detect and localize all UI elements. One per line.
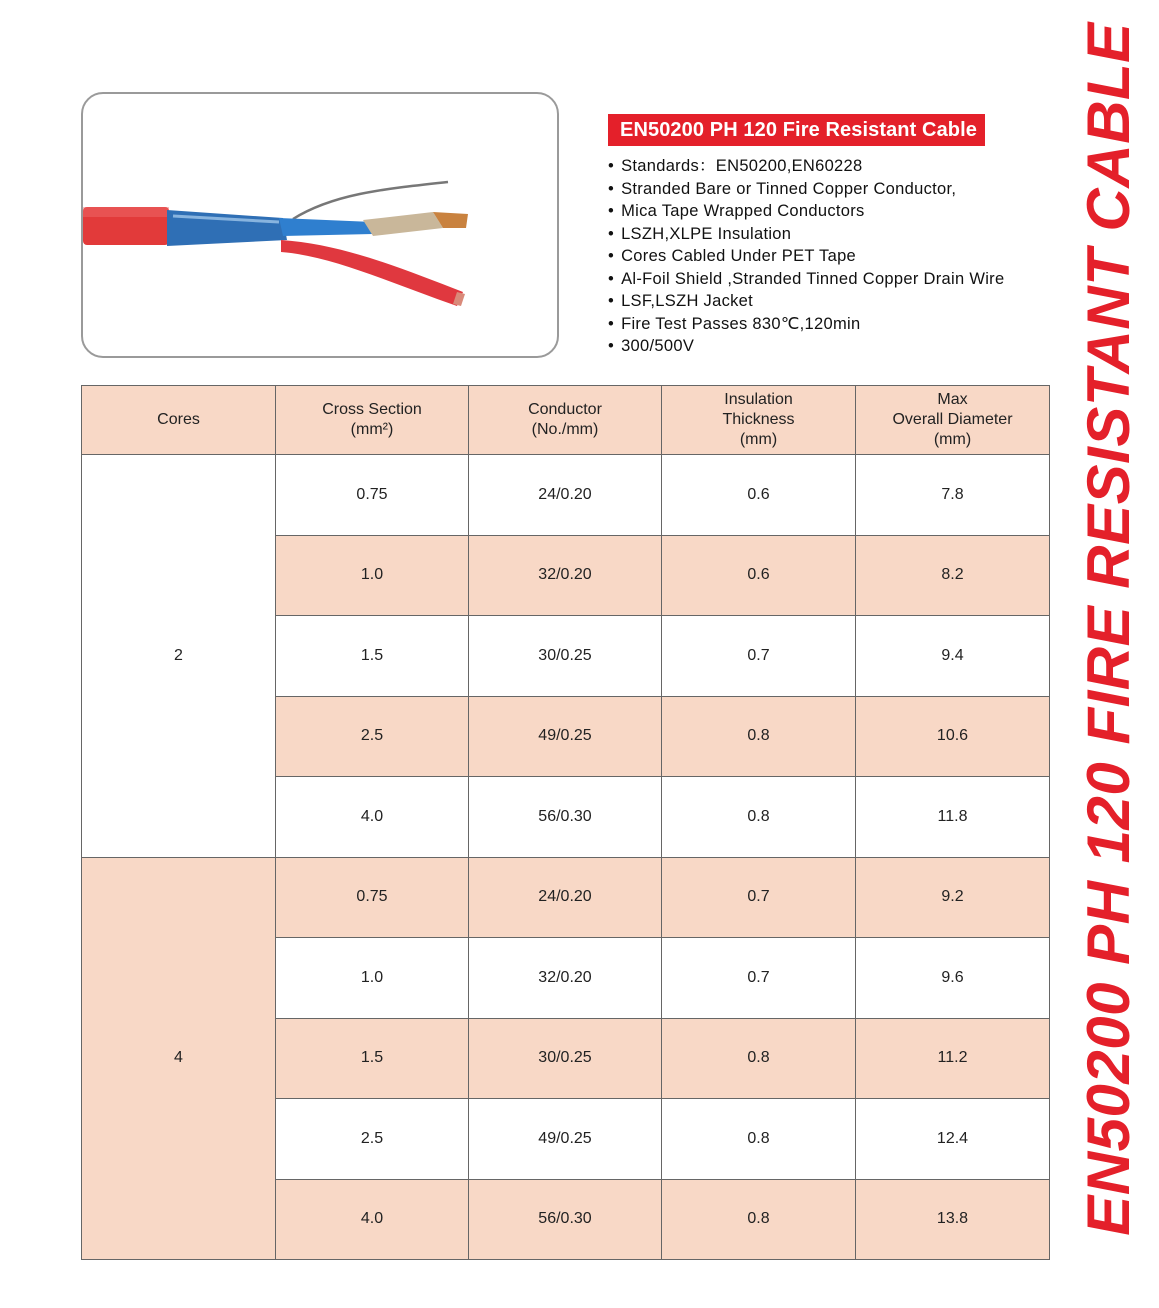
diameter-cell: 9.2 (856, 857, 1050, 938)
cable-illustration (83, 94, 557, 356)
cross-section-cell: 4.0 (276, 777, 469, 858)
insulation-cell: 0.7 (662, 857, 856, 938)
spec-item: • LSZH,XLPE Insulation (608, 223, 1004, 246)
cross-section-cell: 1.5 (276, 616, 469, 697)
diameter-cell: 9.6 (856, 938, 1050, 1019)
table-row (82, 857, 1050, 938)
cable-photo (81, 92, 559, 358)
header-insulation-thickness: Insulation Thickness (mm) (662, 386, 856, 455)
conductor-cell: 56/0.30 (469, 1179, 662, 1260)
cross-section-cell: 0.75 (276, 857, 469, 938)
table-row (82, 455, 1050, 536)
diameter-cell: 10.6 (856, 696, 1050, 777)
spec-item: • 300/500V (608, 335, 1004, 358)
conductor-cell: 24/0.20 (469, 455, 662, 536)
diameter-cell: 8.2 (856, 535, 1050, 616)
diameter-cell: 9.4 (856, 616, 1050, 697)
table-header-row (82, 386, 1050, 455)
cores-cell: 2 (82, 455, 276, 858)
header-cores: Cores (82, 386, 276, 455)
insulation-cell: 0.6 (662, 455, 856, 536)
cross-section-cell: 2.5 (276, 696, 469, 777)
conductor-cell: 49/0.25 (469, 1099, 662, 1180)
diameter-cell: 11.8 (856, 777, 1050, 858)
spec-item: • Standards：EN50200,EN60228 (608, 155, 1004, 178)
spec-table (81, 385, 1050, 1260)
insulation-cell: 0.8 (662, 1179, 856, 1260)
cross-section-cell: 1.0 (276, 535, 469, 616)
spec-item: • Al-Foil Shield ,Stranded Tinned Copper Drain Wire (608, 268, 1004, 291)
conductor-cell: 30/0.25 (469, 1018, 662, 1099)
vertical-product-title: EN50200 PH 120 FIRE RESISTANT CABLE (1075, 22, 1142, 1236)
header-cross-section: Cross Section (mm²) (276, 386, 469, 455)
spec-item: • Mica Tape Wrapped Conductors (608, 200, 1004, 223)
conductor-cell: 24/0.20 (469, 857, 662, 938)
cross-section-cell: 0.75 (276, 455, 469, 536)
diameter-cell: 11.2 (856, 1018, 1050, 1099)
insulation-cell: 0.8 (662, 1099, 856, 1180)
spec-item: • Cores Cabled Under PET Tape (608, 245, 1004, 268)
spec-item: • Fire Test Passes 830℃,120min (608, 313, 1004, 336)
conductor-cell: 56/0.30 (469, 777, 662, 858)
insulation-cell: 0.8 (662, 1018, 856, 1099)
cross-section-cell: 1.0 (276, 938, 469, 1019)
diameter-cell: 7.8 (856, 455, 1050, 536)
spec-item: • Stranded Bare or Tinned Copper Conductor, (608, 178, 1004, 201)
conductor-cell: 32/0.20 (469, 938, 662, 1019)
conductor-cell: 32/0.20 (469, 535, 662, 616)
header-conductor: Conductor (No./mm) (469, 386, 662, 455)
insulation-cell: 0.8 (662, 696, 856, 777)
insulation-cell: 0.6 (662, 535, 856, 616)
header-max-diameter: Max Overall Diameter (mm) (856, 386, 1050, 455)
insulation-cell: 0.7 (662, 616, 856, 697)
cross-section-cell: 2.5 (276, 1099, 469, 1180)
spec-item: • LSF,LSZH Jacket (608, 290, 1004, 313)
spec-list (608, 155, 1004, 358)
cross-section-cell: 4.0 (276, 1179, 469, 1260)
insulation-cell: 0.7 (662, 938, 856, 1019)
insulation-cell: 0.8 (662, 777, 856, 858)
diameter-cell: 12.4 (856, 1099, 1050, 1180)
diameter-cell: 13.8 (856, 1179, 1050, 1260)
cores-cell: 4 (82, 857, 276, 1260)
conductor-cell: 49/0.25 (469, 696, 662, 777)
product-title-box: EN50200 PH 120 Fire Resistant Cable (608, 114, 985, 146)
cross-section-cell: 1.5 (276, 1018, 469, 1099)
conductor-cell: 30/0.25 (469, 616, 662, 697)
